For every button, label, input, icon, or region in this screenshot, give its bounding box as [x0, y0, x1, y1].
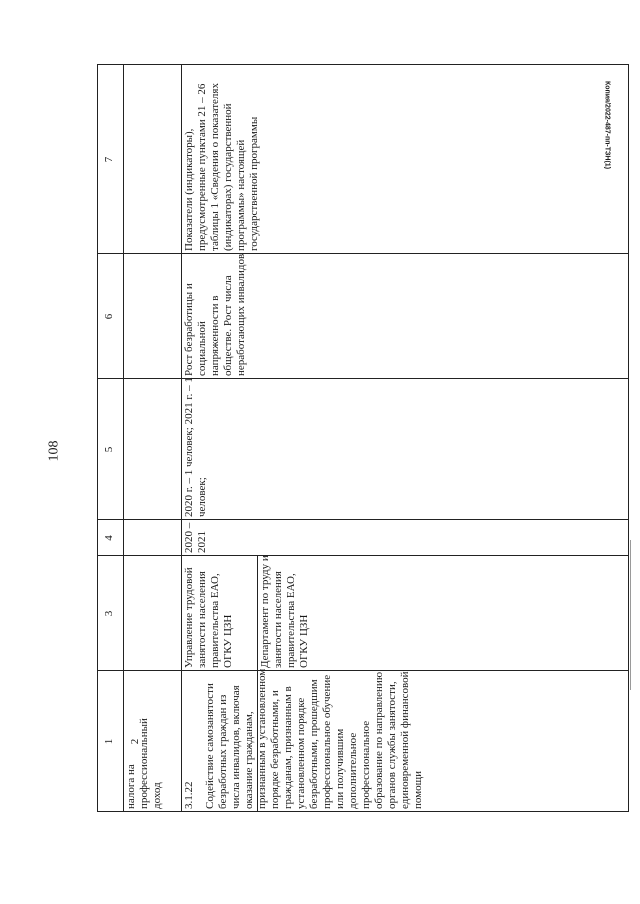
- table-border-right: [97, 64, 629, 65]
- executor-secondary: Департамент по труду и занятости населения правительства ЕАО, ОГКУ ЦЗН: [259, 555, 310, 668]
- column-divider: [97, 378, 629, 379]
- program-table-rotated: [97, 64, 629, 812]
- program-table: [97, 64, 629, 812]
- column-header-3: 3: [103, 610, 115, 617]
- program-link: Показатели (индикаторы), предусмотренные пунктами 21 – 26 таблицы 1 «Сведения о показателях (индикаторах) государственной программы» настоящей государственной программы: [183, 83, 260, 251]
- row-divider: [123, 64, 124, 812]
- consequences: Рост безработицы и социальной напряженности в обществе. Рост числа неработающих инвалидов: [183, 253, 247, 376]
- column-header-1: 1: [103, 738, 115, 745]
- margin-mark: [630, 540, 631, 690]
- document-id: Копия/2022-487-пп-ТЗН(1): [603, 80, 611, 170]
- row-number: 3.1.22: [183, 781, 195, 809]
- executor-primary: Управление трудовой занятости населения правительства ЕАО, ОГКУ ЦЗН: [183, 567, 234, 668]
- page-number: 108: [46, 440, 62, 462]
- column-header-6: 6: [103, 313, 115, 320]
- period: 2020 – 2021: [183, 522, 208, 553]
- column-header-7: 7: [103, 156, 115, 163]
- measure-text: Содействие самозанятости безработных граждан из числа инвалидов, включая оказание гражданам, признанным в установленном порядке безработными, и гражданам, признанным в установленном порядке безработными, прошедшим профессиональное обучение или получившим дополнительное профессиональное образование по направлению органов службы занятости, единовременной финансовой помощи: [204, 668, 424, 809]
- continuation-measure-text: налога на профессиональный доход: [125, 718, 163, 809]
- column-divider: [97, 253, 629, 254]
- column-header-2: 2: [129, 738, 141, 745]
- indicators: 2020 г. – 1 человек; 2021 г. – 1 человек;: [183, 377, 208, 517]
- column-header-5: 5: [103, 446, 115, 453]
- column-header-4: 4: [103, 535, 115, 541]
- column-divider: [97, 519, 629, 520]
- table-border-top: [97, 64, 98, 812]
